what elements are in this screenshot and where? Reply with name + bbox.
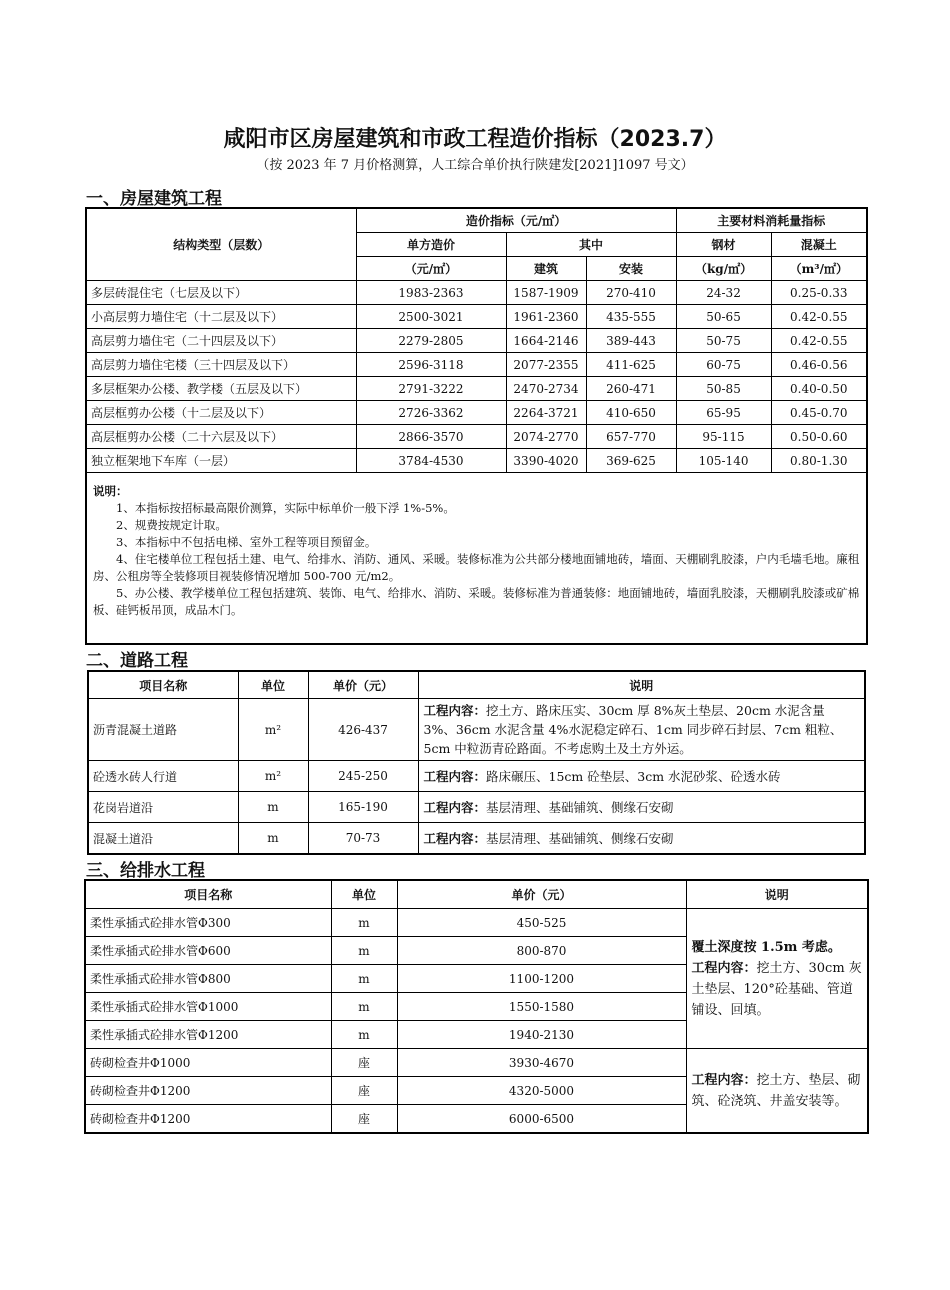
item-unit: m bbox=[331, 937, 397, 965]
note-item: 4、住宅楼单位工程包括土建、电气、给排水、消防、通风、采暖。装修标准为公共部分楼地面铺地砖，墙面、天棚刷乳胶漆，户内毛墙毛地。廉租房、公租房等全装修项目视装修情况增加 500-700 元/m2。 bbox=[93, 552, 860, 583]
header-concrete: 混凝土 bbox=[771, 233, 867, 257]
construction-cost: 2074-2770 bbox=[506, 425, 586, 449]
concrete-amount: 0.40-0.50 bbox=[771, 377, 867, 401]
header-price: 单价（元） bbox=[397, 880, 686, 909]
structure-type: 多层砖混住宅（七层及以下） bbox=[86, 281, 356, 305]
unit-cost: 2596-3118 bbox=[356, 353, 506, 377]
section-heading-water: 三、给排水工程 bbox=[86, 861, 205, 881]
structure-type: 高层剪力墙住宅（二十四层及以下） bbox=[86, 329, 356, 353]
header-installation: 安装 bbox=[586, 257, 676, 281]
content-label: 工程内容： bbox=[423, 799, 487, 815]
structure-type: 高层剪力墙住宅楼（三十四层及以下） bbox=[86, 353, 356, 377]
concrete-amount: 0.42-0.55 bbox=[771, 329, 867, 353]
table-row bbox=[88, 699, 865, 761]
steel-amount: 50-75 bbox=[676, 329, 771, 353]
installation-cost: 260-471 bbox=[586, 377, 676, 401]
unit-cost: 2791-3222 bbox=[356, 377, 506, 401]
item-unit: m² bbox=[238, 699, 308, 761]
structure-type: 多层框架办公楼、教学楼（五层及以下） bbox=[86, 377, 356, 401]
item-name: 砼透水砖人行道 bbox=[88, 761, 238, 792]
installation-cost: 270-410 bbox=[586, 281, 676, 305]
section-heading-road: 二、道路工程 bbox=[86, 651, 188, 671]
installation-cost: 369-625 bbox=[586, 449, 676, 473]
table-row bbox=[88, 823, 865, 855]
table-row bbox=[86, 305, 867, 329]
item-description bbox=[418, 792, 865, 823]
concrete-amount: 0.25-0.33 bbox=[771, 281, 867, 305]
item-name: 柔性承插式砼排水管Φ600 bbox=[85, 937, 331, 965]
building-cost-table bbox=[85, 207, 868, 645]
steel-amount: 95-115 bbox=[676, 425, 771, 449]
structure-type: 高层框剪办公楼（二十六层及以下） bbox=[86, 425, 356, 449]
item-price: 800-870 bbox=[397, 937, 686, 965]
header-unit-cost: 单方造价 bbox=[356, 233, 506, 257]
construction-cost: 2470-2734 bbox=[506, 377, 586, 401]
steel-amount: 50-85 bbox=[676, 377, 771, 401]
item-price: 245-250 bbox=[308, 761, 418, 792]
content-label: 工程内容： bbox=[423, 768, 487, 784]
construction-cost: 1664-2146 bbox=[506, 329, 586, 353]
content-label: 工程内容： bbox=[691, 960, 757, 976]
item-unit: m bbox=[238, 792, 308, 823]
header-unit: 单位 bbox=[238, 671, 308, 699]
table-row bbox=[88, 761, 865, 792]
content-text: 挖土方、30cm 灰土垫层、120°砼基础、管道铺设、回填。 bbox=[691, 960, 862, 1018]
table-row bbox=[85, 909, 868, 937]
item-name: 沥青混凝土道路 bbox=[88, 699, 238, 761]
item-name: 柔性承插式砼排水管Φ1000 bbox=[85, 993, 331, 1021]
construction-cost: 2077-2355 bbox=[506, 353, 586, 377]
item-unit: m bbox=[331, 993, 397, 1021]
header-concrete-unit: （m³/㎡） bbox=[771, 257, 867, 281]
concrete-amount: 0.42-0.55 bbox=[771, 305, 867, 329]
concrete-amount: 0.50-0.60 bbox=[771, 425, 867, 449]
steel-amount: 105-140 bbox=[676, 449, 771, 473]
item-unit: 座 bbox=[331, 1077, 397, 1105]
structure-type: 高层框剪办公楼（十二层及以下） bbox=[86, 401, 356, 425]
well-description bbox=[686, 1049, 868, 1134]
steel-amount: 60-75 bbox=[676, 353, 771, 377]
item-unit: m² bbox=[238, 761, 308, 792]
unit-cost: 2500-3021 bbox=[356, 305, 506, 329]
page-subtitle: （按 2023 年 7 月价格测算，人工综合单价执行陕建发[2021]1097 号文） bbox=[256, 158, 694, 173]
notes-heading: 说明： bbox=[93, 484, 128, 498]
item-description bbox=[418, 823, 865, 855]
steel-amount: 50-65 bbox=[676, 305, 771, 329]
header-price: 单价（元） bbox=[308, 671, 418, 699]
item-name: 砖砌检查井Φ1000 bbox=[85, 1049, 331, 1077]
item-name: 砖砌检查井Φ1200 bbox=[85, 1105, 331, 1134]
header-unit-cost-unit: （元/㎡） bbox=[356, 257, 506, 281]
building-notes bbox=[86, 473, 867, 645]
item-unit: 座 bbox=[331, 1049, 397, 1077]
content-label: 工程内容： bbox=[423, 703, 487, 718]
header-material-index: 主要材料消耗量指标 bbox=[676, 208, 867, 233]
content-label: 工程内容： bbox=[691, 1072, 757, 1088]
header-construction: 建筑 bbox=[506, 257, 586, 281]
page-title: 咸阳市区房屋建筑和市政工程造价指标（2023.7） bbox=[223, 127, 727, 152]
item-unit: m bbox=[331, 965, 397, 993]
item-description bbox=[418, 699, 865, 761]
section-heading-building: 一、房屋建筑工程 bbox=[86, 189, 222, 209]
note-item: 5、办公楼、教学楼单位工程包括建筑、装饰、电气、给排水、消防、采暖。装修标准为普通装修：地面铺地砖，墙面乳胶漆，天棚刷乳胶漆或矿棉板、硅钙板吊顶，成品木门。 bbox=[93, 586, 860, 617]
content-text: 挖土方、路床压实、30cm 厚 8%灰土垫层、20cm 水泥含量 3%、36cm 水泥含量 4%水泥稳定碎石、1cm 同步碎石封层、7cm 粗粒、5cm 中粒沥青砼路面。不考虑购土及土方外运。 bbox=[423, 703, 843, 756]
item-unit: m bbox=[238, 823, 308, 855]
item-name: 混凝土道沿 bbox=[88, 823, 238, 855]
note-item: 2、规费按规定计取。 bbox=[116, 518, 227, 532]
steel-amount: 24-32 bbox=[676, 281, 771, 305]
table-row bbox=[86, 353, 867, 377]
installation-cost: 410-650 bbox=[586, 401, 676, 425]
concrete-amount: 0.46-0.56 bbox=[771, 353, 867, 377]
steel-amount: 65-95 bbox=[676, 401, 771, 425]
header-item-name: 项目名称 bbox=[85, 880, 331, 909]
header-item-name: 项目名称 bbox=[88, 671, 238, 699]
item-price: 165-190 bbox=[308, 792, 418, 823]
header-description: 说明 bbox=[418, 671, 865, 699]
construction-cost: 1961-2360 bbox=[506, 305, 586, 329]
installation-cost: 389-443 bbox=[586, 329, 676, 353]
installation-cost: 435-555 bbox=[586, 305, 676, 329]
water-cost-table bbox=[84, 879, 869, 1134]
installation-cost: 657-770 bbox=[586, 425, 676, 449]
table-row bbox=[86, 329, 867, 353]
header-of-which: 其中 bbox=[506, 233, 676, 257]
table-row bbox=[85, 1049, 868, 1077]
header-structure-type: 结构类型（层数） bbox=[86, 208, 356, 281]
content-text: 基层清理、基础铺筑、侧缘石安砌 bbox=[486, 830, 674, 846]
table-row bbox=[86, 281, 867, 305]
construction-cost: 3390-4020 bbox=[506, 449, 586, 473]
table-row bbox=[86, 425, 867, 449]
construction-cost: 2264-3721 bbox=[506, 401, 586, 425]
header-steel: 钢材 bbox=[676, 233, 771, 257]
content-text: 路床碾压、15cm 砼垫层、3cm 水泥砂浆、砼透水砖 bbox=[486, 768, 781, 784]
header-steel-unit: （kg/㎡） bbox=[676, 257, 771, 281]
concrete-amount: 0.80-1.30 bbox=[771, 449, 867, 473]
unit-cost: 2279-2805 bbox=[356, 329, 506, 353]
item-price: 450-525 bbox=[397, 909, 686, 937]
item-unit: 座 bbox=[331, 1105, 397, 1134]
table-row bbox=[86, 401, 867, 425]
item-unit: m bbox=[331, 1021, 397, 1049]
unit-cost: 1983-2363 bbox=[356, 281, 506, 305]
unit-cost: 3784-4530 bbox=[356, 449, 506, 473]
item-price: 6000-6500 bbox=[397, 1105, 686, 1134]
item-price: 3930-4670 bbox=[397, 1049, 686, 1077]
item-price: 4320-5000 bbox=[397, 1077, 686, 1105]
construction-cost: 1587-1909 bbox=[506, 281, 586, 305]
note-item: 1、本指标按招标最高限价测算，实际中标单价一般下浮 1%-5%。 bbox=[116, 501, 455, 515]
item-name: 柔性承插式砼排水管Φ800 bbox=[85, 965, 331, 993]
item-name: 柔性承插式砼排水管Φ300 bbox=[85, 909, 331, 937]
item-price: 426-437 bbox=[308, 699, 418, 761]
unit-cost: 2866-3570 bbox=[356, 425, 506, 449]
content-text: 挖土方、垫层、砌筑、砼浇筑、井盖安装等。 bbox=[691, 1072, 861, 1109]
structure-type: 独立框架地下车库（一层） bbox=[86, 449, 356, 473]
header-description: 说明 bbox=[686, 880, 868, 909]
pipe-description bbox=[686, 909, 868, 1049]
unit-cost: 2726-3362 bbox=[356, 401, 506, 425]
item-price: 1550-1580 bbox=[397, 993, 686, 1021]
item-price: 1100-1200 bbox=[397, 965, 686, 993]
installation-cost: 411-625 bbox=[586, 353, 676, 377]
table-row bbox=[86, 449, 867, 473]
road-cost-table bbox=[87, 670, 866, 855]
item-name: 砖砌检查井Φ1200 bbox=[85, 1077, 331, 1105]
item-unit: m bbox=[331, 909, 397, 937]
item-price: 70-73 bbox=[308, 823, 418, 855]
header-cost-index: 造价指标（元/㎡） bbox=[356, 208, 676, 233]
note-item: 3、本指标中不包括电梯、室外工程等项目预留金。 bbox=[116, 535, 377, 549]
item-price: 1940-2130 bbox=[397, 1021, 686, 1049]
header-unit: 单位 bbox=[331, 880, 397, 909]
concrete-amount: 0.45-0.70 bbox=[771, 401, 867, 425]
content-text: 基层清理、基础铺筑、侧缘石安砌 bbox=[486, 799, 674, 815]
content-label: 工程内容： bbox=[423, 830, 487, 846]
item-description bbox=[418, 761, 865, 792]
table-row bbox=[88, 792, 865, 823]
item-name: 柔性承插式砼排水管Φ1200 bbox=[85, 1021, 331, 1049]
item-name: 花岗岩道沿 bbox=[88, 792, 238, 823]
pipe-cover-depth: 覆土深度按 1.5m 考虑。 bbox=[691, 939, 841, 955]
table-row bbox=[86, 377, 867, 401]
structure-type: 小高层剪力墙住宅（十二层及以下） bbox=[86, 305, 356, 329]
